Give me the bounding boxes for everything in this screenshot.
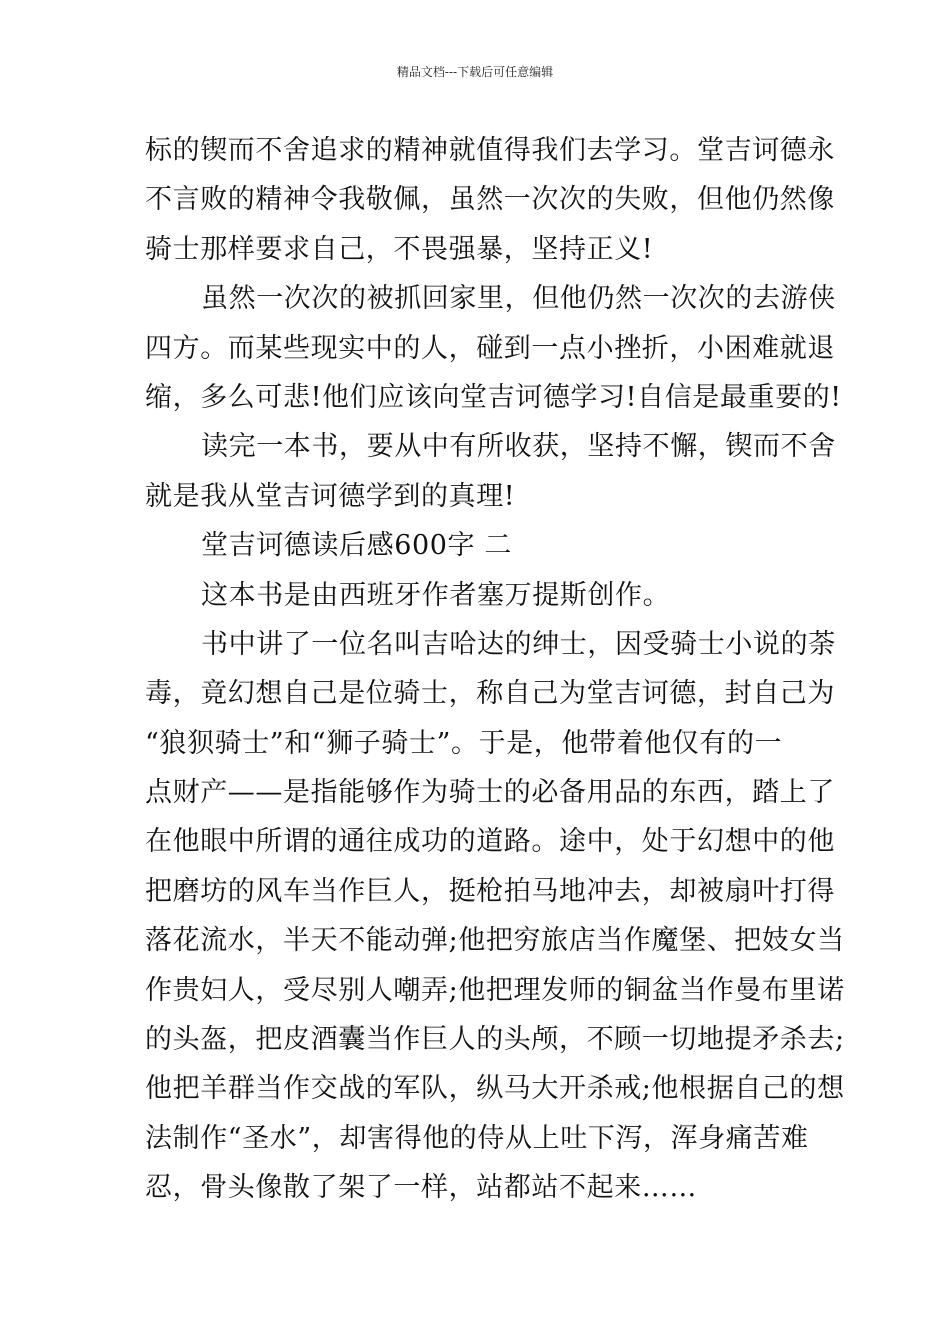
page-header: 精品文档---下载后可任意编辑 bbox=[396, 65, 554, 79]
text-line: 把磨坊的风车当作巨人，挺枪拍马地冲去，却被扇叶打得 bbox=[145, 875, 835, 907]
text-line: 标的锲而不舍追求的精神就值得我们去学习。堂吉诃德永 bbox=[145, 135, 835, 166]
text-line: 骑士那样要求自己，不畏强暴，坚持正义! bbox=[145, 233, 654, 265]
document-body bbox=[145, 126, 845, 1213]
text-line: 虽然一次次的被抓回家里，但他仍然一次次的去游侠 bbox=[201, 283, 836, 315]
text-line: 这本书是由西班牙作者塞万提斯创作。 bbox=[201, 579, 671, 611]
text-line: 点财产——是指能够作为骑士的必备用品的东西，踏上了 bbox=[145, 777, 835, 809]
text-line: “狼狈骑士”和“狮子骑士”。于是，他带着他仅有的一 bbox=[145, 727, 783, 759]
text-line: 落花流水，半天不能动弹;他把穷旅店当作魔堡、把妓女当 bbox=[145, 925, 845, 957]
section-title: 堂吉诃德读后感600字 二 bbox=[201, 530, 512, 562]
text-line: 法制作“圣水”，却害得他的侍从上吐下泻，浑身痛苦难 bbox=[145, 1122, 809, 1154]
text-line: 忍，骨头像散了架了一样，站都站不起来…… bbox=[145, 1172, 697, 1204]
text-line: 四方。而某些现实中的人，碰到一点小挫折，小困难就退 bbox=[145, 332, 835, 364]
text-line: 缩，多么可悲!他们应该向堂吉诃德学习!自信是最重要的! bbox=[145, 381, 842, 413]
text-line: 书中讲了一位名叫吉哈达的绅士，因受骑士小说的荼 bbox=[201, 628, 836, 660]
text-line: 的头盔，把皮酒囊当作巨人的头颅，不顾一切地提矛杀去; bbox=[145, 1024, 845, 1056]
text-line: 不言败的精神令我敬佩，虽然一次次的失败，但他仍然像 bbox=[145, 184, 835, 216]
text-line: 在他眼中所谓的通往成功的道路。途中，处于幻想中的他 bbox=[145, 826, 835, 858]
text-line: 毒，竟幻想自己是位骑士，称自己为堂吉诃德，封自己为 bbox=[145, 678, 835, 710]
text-line: 就是我从堂吉诃德学到的真理! bbox=[145, 480, 516, 512]
text-line: 他把羊群当作交战的军队，纵马大开杀戒;他根据自己的想 bbox=[145, 1073, 845, 1105]
text-line: 读完一本书，要从中有所收获，坚持不懈，锲而不舍 bbox=[201, 431, 836, 463]
text-line: 作贵妇人，受尽别人嘲弄;他把理发师的铜盆当作曼布里诺 bbox=[145, 974, 845, 1006]
